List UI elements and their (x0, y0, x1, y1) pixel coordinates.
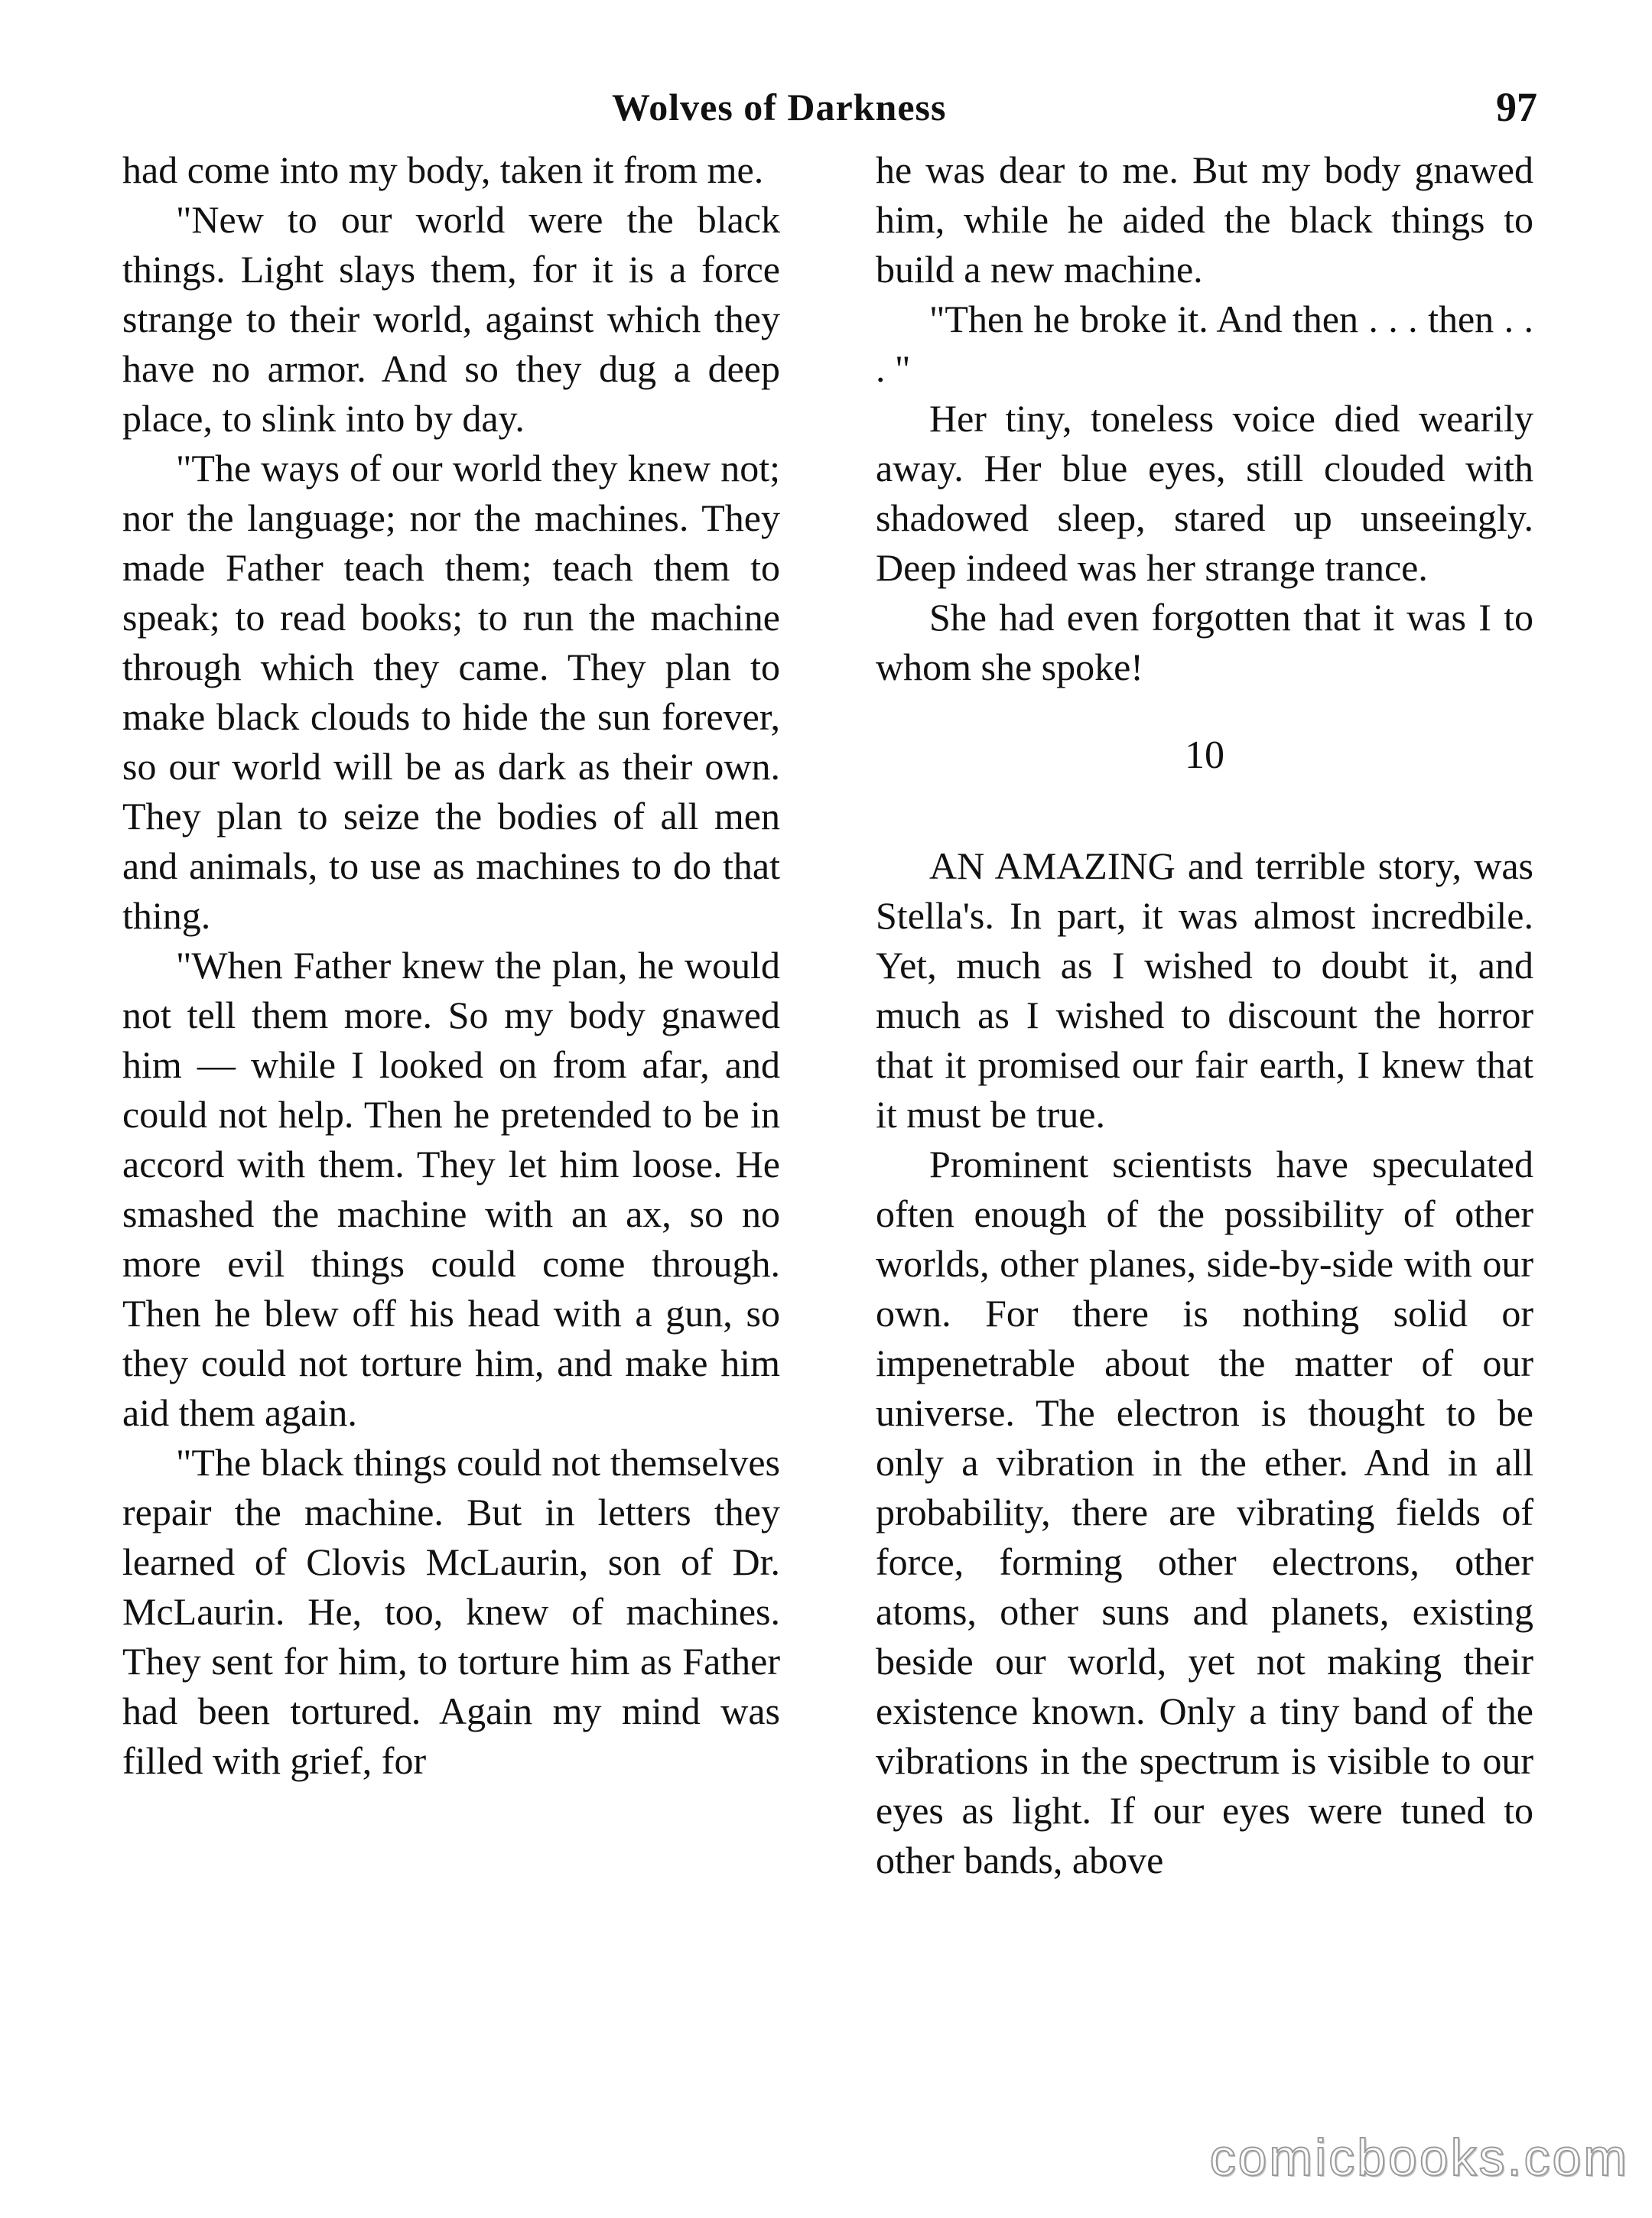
page-number: 97 (1496, 84, 1537, 130)
paragraph: Prominent scientists have speculated often enough of the possibility of other worlds, other planes, side-by-side with our own. For there is nothing solid or impenetrable about the matter of our universe. The electron is thought to be only a vibration in the ether. And in all probability, there are vibrating fields of force, forming other electrons, other atoms, other suns and planets, existing beside our world, yet not making their existence known. Only a tiny band of the vibrations in the spectrum is visible to our eyes as light. If our eyes were tuned to other bands, above (876, 1143, 1533, 1881)
running-title: Wolves of Darkness (612, 86, 947, 128)
watermark: comicbooks.com (1209, 2129, 1629, 2187)
paragraph: "Then he broke it. And then . . . then . . . " (876, 298, 1533, 390)
paragraph: Her tiny, toneless voice died wearily away. Her blue eyes, still clouded with shadowed sleep, stared up unseeingly. Deep indeed was her strange trance. (876, 397, 1533, 589)
left-column (122, 145, 780, 1786)
paragraph: "New to our world were the black things. Light slays them, for it is a force strange to their world, against which they have no armor. And so they dug a deep place, to slink into by day. (122, 198, 780, 440)
paragraph: had come into my body, taken it from me. (122, 148, 764, 191)
paragraph: "The black things could not themselves repair the machine. But in letters they learned of Clovis McLaurin, son of Dr. McLaurin. He, too, knew of machines. They sent for him, to torture him as Father had been tortured. Again my mind was filled with grief, for (122, 1441, 780, 1782)
paragraph: She had even forgotten that it was I to whom she spoke! (876, 596, 1533, 688)
right-column (876, 145, 1533, 1885)
paragraph: "The ways of our world they knew not; nor the language; nor the machines. They made Father teach them; teach them to speak; to read books; to run the machine through which they came. They plan to make black clouds to hide the sun forever, so our world will be as dark as their own. They plan to seize the bodies of all men and animals, to use as machines to do that thing. (122, 447, 780, 937)
paragraph: AN AMAZING and terrible story, was Stella's. In part, it was almost incredbile. Yet, much as I wished to doubt it, and much as I wished to discount the horror that it promised our fair earth, I knew that it must be true. (876, 844, 1533, 1136)
paragraph: he was dear to me. But my body gnawed him, while he aided the black things to build a new machine. (876, 148, 1533, 291)
chapter-number: 10 (1185, 733, 1224, 777)
paragraph: "When Father knew the plan, he would not tell them more. So my body gnawed him — while I looked on from afar, and could not help. Then he pretended to be in accord with them. They let him loose. He smashed the machine with an ax, so no more evil things could come through. Then he blew off his head with a gun, so they could not torture him, and make him aid them again. (122, 944, 780, 1434)
page-header (0, 76, 1652, 138)
